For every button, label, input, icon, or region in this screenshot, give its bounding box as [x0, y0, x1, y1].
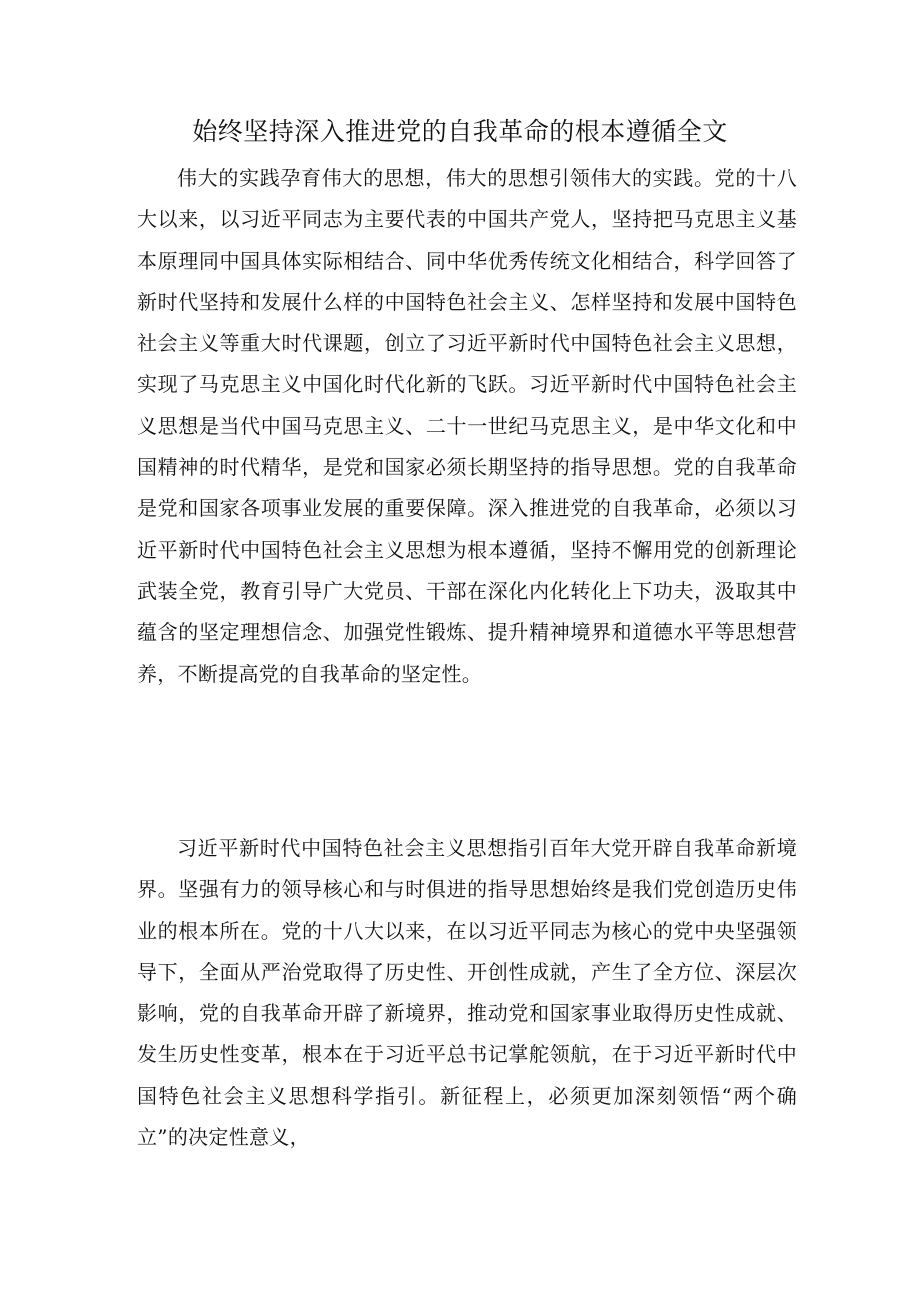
paragraph-2: 习近平新时代中国特色社会主义思想指引百年大党开辟自我革命新境界。坚强有力的领导核心和与时俱进的指导思想始终是我们党创造历史伟业的根本所在。党的十八大以来，在以习近平同志为核心的党中央坚强领导下，全面从严治党取得了历史性、开创性成就，产生了全方位、深层次影响，党的自我革命开辟了新境界，推动党和国家事业取得历史性成就、发生历史性变革，根本在于习近平总书记掌舵领航，在于习近平新时代中国特色社会主义思想科学指引。新征程上，必须更加深刻领悟“两个确立”的决定性意义， — [137, 836, 797, 1150]
document-title: 始终坚持深入推进党的自我革命的根本遵循全文 — [192, 117, 728, 146]
paragraph-1: 伟大的实践孕育伟大的思想，伟大的思想引领伟大的实践。党的十八大以来，以习近平同志为主要代表的中国共产党人，坚持把马克思主义基本原理同中国具体实际相结合、同中华优秀传统文化相结合，科学回答了新时代坚持和发展什么样的中国特色社会主义、怎样坚持和发展中国特色社会主义等重大时代课题，创立了习近平新时代中国特色社会主义思想，实现了马克思主义中国化时代化新的飞跃。习近平新时代中国特色社会主义思想是当代中国马克思主义、二十一世纪马克思主义，是中华文化和中国精神的时代精华，是党和国家必须长期坚持的指导思想。党的自我革命是党和国家各项事业发展的重要保障。深入推进党的自我革命，必须以习近平新时代中国特色社会主义思想为根本遵循，坚持不懈用党的创新理论武装全党，教育引导广大党员、干部在深化内化转化上下功夫，汲取其中蕴含的坚定理想信念、加强党性锻炼、提升精神境界和道德水平等思想营养，不断提高党的自我革命的坚定性。 — [137, 166, 797, 686]
